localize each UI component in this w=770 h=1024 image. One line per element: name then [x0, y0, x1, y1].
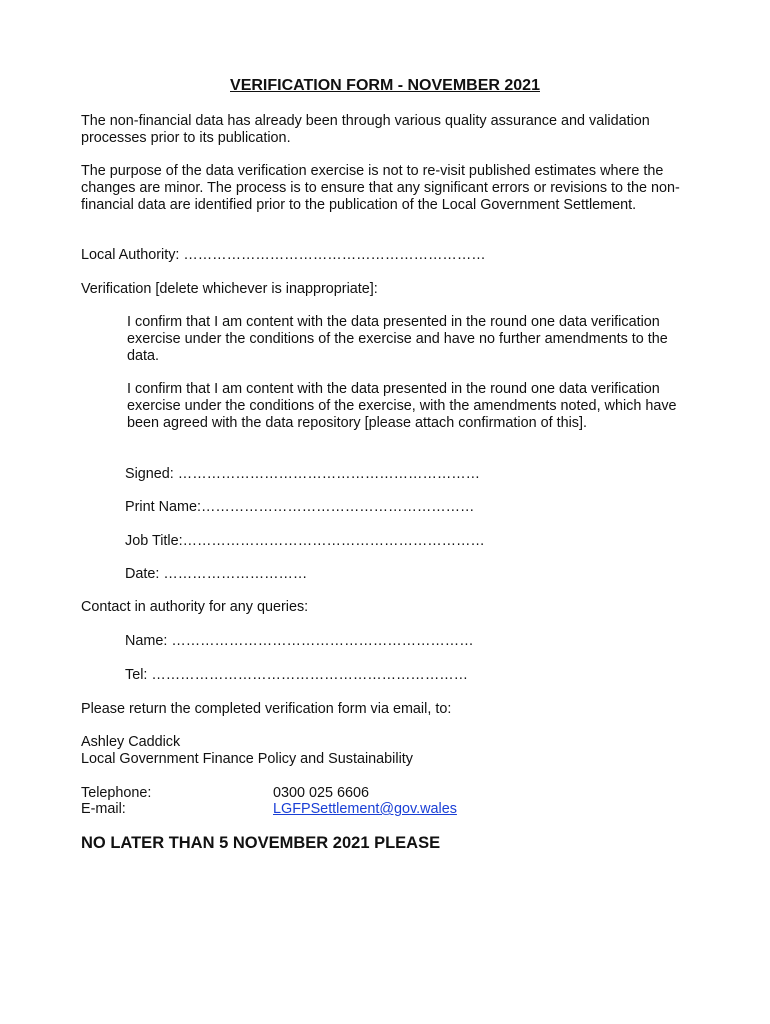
verification-heading: Verification [delete whichever is inappropriate]:: [81, 281, 378, 297]
email-label: E-mail:: [81, 801, 126, 817]
intro-paragraph-1: The non-financial data has already been through various quality assurance and validation processes prior to its publication.: [81, 113, 650, 146]
contact-tel-field[interactable]: Tel: …………………………………………………………: [125, 667, 468, 683]
contact-department: Local Government Finance Policy and Sustainability: [81, 751, 413, 767]
telephone-label: Telephone:: [81, 785, 152, 801]
local-authority-field[interactable]: Local Authority: ………………………………………………………: [81, 247, 486, 263]
return-instructions: Please return the completed verification form via email, to:: [81, 701, 452, 717]
date-field[interactable]: Date: …………………………: [125, 566, 308, 582]
job-title-field[interactable]: Job Title:………………………………………………………: [125, 533, 485, 549]
email-link[interactable]: LGFPSettlement@gov.wales: [273, 801, 457, 817]
telephone-value: 0300 025 6606: [273, 785, 370, 801]
verification-option-1: I confirm that I am content with the data presented in the round one data verification exercise under the conditions of the exercise and have no further amendments to the data.: [127, 314, 668, 364]
intro-paragraph-2: The purpose of the data verification exercise is not to re-visit published estimates where the changes are minor. The process is to ensure that any significant errors or revisions to the non-financial data are identified prior to the publication of the Local Government Settlement.: [81, 163, 680, 213]
deadline-notice: NO LATER THAN 5 NOVEMBER 2021 PLEASE: [81, 834, 441, 852]
contact-name-field[interactable]: Name: ………………………………………………………: [125, 633, 474, 649]
form-title: VERIFICATION FORM - NOVEMBER 2021: [230, 77, 540, 94]
contact-person: Ashley Caddick: [81, 734, 181, 750]
signed-field[interactable]: Signed: ………………………………………………………: [125, 466, 481, 482]
verification-option-2: I confirm that I am content with the data presented in the round one data verification exercise under the conditions of the exercise, with the amendments noted, which have been agreed with the data repository [please attach confirmation of this].: [127, 381, 677, 431]
print-name-field[interactable]: Print Name:…………………………………………………: [125, 499, 475, 515]
contact-heading: Contact in authority for any queries:: [81, 599, 309, 615]
